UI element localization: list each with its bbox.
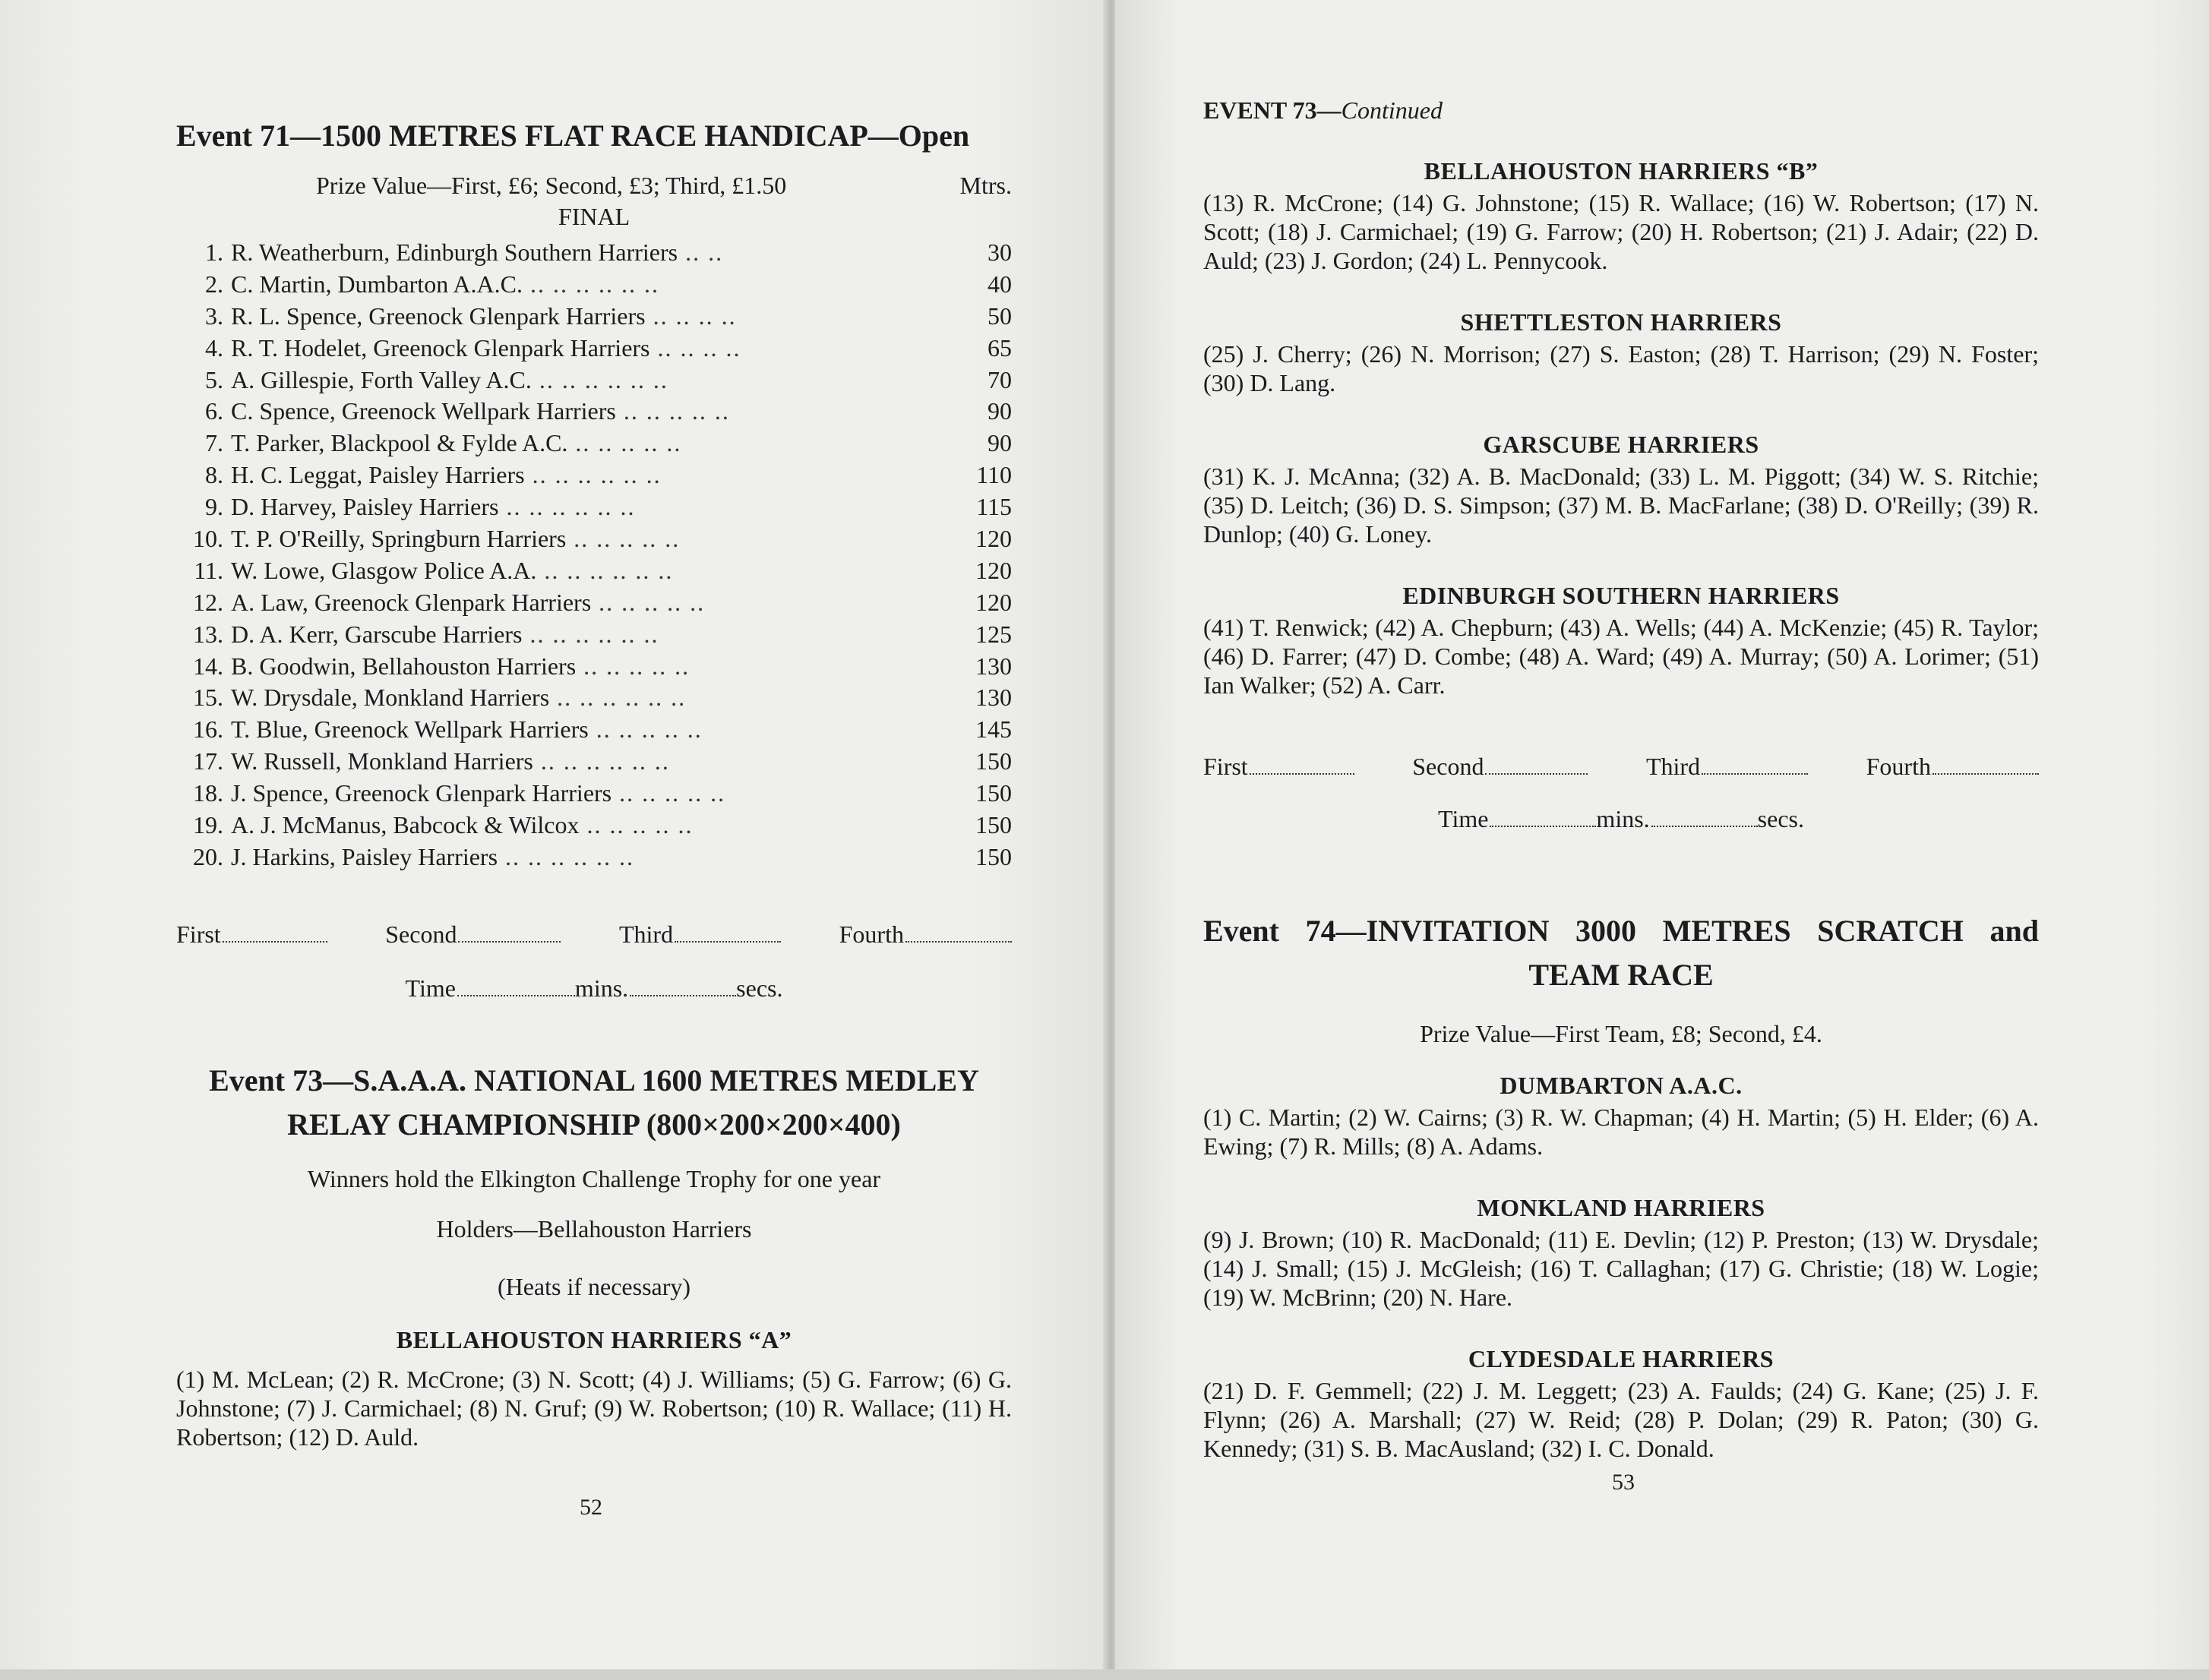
entry-number: 14.: [193, 652, 223, 680]
list-item: [176, 461, 1012, 493]
final-label: FINAL: [558, 203, 630, 230]
event71-placings: [176, 921, 1012, 949]
entry-metres: 65: [988, 333, 1012, 362]
entry-metres: 30: [988, 238, 1012, 266]
second-label: Second: [385, 920, 457, 948]
entry-metres: 120: [975, 588, 1012, 616]
list-item: [176, 366, 1012, 398]
event71-results-list: [176, 238, 1012, 875]
third-place-slot: [619, 921, 781, 949]
entry-number: 4.: [205, 333, 223, 362]
fourth-place-slot: [1866, 753, 2039, 781]
team-block: [1203, 1072, 2039, 1161]
entry-metres: 145: [975, 715, 1012, 744]
event73-heats: (Heats if necessary): [497, 1272, 691, 1300]
entry-metres: 115: [976, 493, 1012, 521]
team-roster: (31) K. J. McAnna; (32) A. B. MacDonald; (33) L. M. Piggott; (34) W. S. Ritchie; (35) D. Leitch; (36) D. S. Simpson; (37) M. B. MacFarlane; (38) D. O'Reilly; (39) R. Dunlop; (40) G. Loney.: [1203, 463, 2039, 548]
event73-time-line: [1203, 805, 2039, 833]
entry-number: 16.: [193, 715, 223, 744]
entry-name: C. Martin, Dumbarton A.A.C.: [231, 270, 523, 298]
team-roster: (9) J. Brown; (10) R. MacDonald; (11) E. Devlin; (12) P. Preston; (13) W. Drysdale; (14) J. Small; (15) J. McGleish; (16) T. Callaghan; (17) G. Christie; (18) W. Logie; (19) W. McBrinn; (20) N. Hare.: [1203, 1226, 2039, 1311]
team-roster: (13) R. McCrone; (14) G. Johnstone; (15) R. Wallace; (16) W. Robertson; (17) N. Scott; (18) J. Carmichael; (19) G. Farrow; (20) H. Robertson; (21) J. Adair; (22) D. Auld; (23) J. Gordon; (24) L. Pennycook.: [1203, 189, 2039, 274]
entry-number: 10.: [193, 525, 223, 553]
fourth-place-slot: [839, 921, 1012, 949]
continued-label-italic: Continued: [1341, 96, 1443, 124]
entry-number: 12.: [193, 588, 223, 616]
entry-metres: 130: [975, 684, 1012, 712]
list-item: [176, 843, 1012, 875]
secs-label: secs.: [1757, 805, 1804, 832]
entry-leader-dots: .. .. .. .. ..: [575, 429, 682, 457]
list-item: [176, 525, 1012, 557]
entry-number: 8.: [205, 461, 223, 489]
entry-leader-dots: .. .. .. .. .. ..: [529, 270, 659, 298]
second-blank: [458, 940, 561, 943]
list-item: [176, 715, 1012, 747]
third-place-slot: [1646, 753, 1808, 781]
entry-name: W. Lowe, Glasgow Police A.A.: [231, 556, 537, 584]
event73-placings: [1203, 753, 2039, 781]
entry-number: 19.: [193, 811, 223, 839]
list-item: [176, 302, 1012, 334]
entry-leader-dots: .. .. .. .. .. ..: [532, 461, 662, 489]
fourth-label: Fourth: [839, 920, 904, 948]
entry-name: D. Harvey, Paisley Harriers: [231, 493, 499, 521]
second-place-slot: [1412, 753, 1588, 781]
team-name: BELLAHOUSTON HARRIERS “B”: [1424, 157, 1819, 185]
mtrs-label: Mtrs.: [959, 172, 1012, 199]
entry-leader-dots: .. .. .. ..: [653, 302, 737, 330]
entry-number: 13.: [193, 620, 223, 648]
first-label: First: [176, 920, 221, 948]
entry-leader-dots: .. .. .. .. .. ..: [557, 684, 687, 712]
time-secs-blank: [630, 994, 736, 996]
entry-number: 1.: [205, 238, 223, 266]
entry-name: R. Weatherburn, Edinburgh Southern Harriers: [231, 238, 678, 266]
event71-heading: Event 71—1500 METRES FLAT RACE HANDICAP—Open: [176, 118, 970, 153]
entry-leader-dots: .. .. .. .. .. ..: [506, 493, 636, 521]
event73-heading-line1: Event 73—S.A.A.A. NATIONAL 1600 METRES MEDLEY: [209, 1063, 979, 1097]
team-roster: (1) M. McLean; (2) R. McCrone; (3) N. Scott; (4) J. Williams; (5) G. Farrow; (6) G. Johnstone; (7) J. Carmichael; (8) N. Gruf; (9) W. Robertson; (10) R. Wallace; (11) H. Robertson; (12) D. Auld.: [176, 1365, 1012, 1451]
team-name: BELLAHOUSTON HARRIERS “A”: [396, 1325, 792, 1353]
entry-leader-dots: .. .. .. ..: [657, 333, 741, 362]
second-label: Second: [1412, 753, 1484, 780]
fourth-label: Fourth: [1866, 753, 1931, 780]
entry-name: W. Drysdale, Monkland Harriers: [231, 684, 550, 712]
secs-label: secs.: [736, 974, 783, 1002]
continued-label: [1203, 95, 1443, 125]
list-item: [176, 238, 1012, 270]
entry-metres: 40: [988, 270, 1012, 298]
list-item: [176, 747, 1012, 779]
entry-leader-dots: .. .. .. .. ..: [583, 652, 691, 680]
entry-name: B. Goodwin, Bellahouston Harriers: [231, 652, 577, 680]
entry-number: 3.: [205, 302, 223, 330]
entry-metres: 150: [975, 747, 1012, 775]
entry-leader-dots: .. .. .. .. ..: [586, 811, 694, 839]
continued-label-event: EVENT 73—: [1203, 96, 1342, 124]
entry-number: 7.: [205, 429, 223, 457]
entry-metres: 150: [975, 811, 1012, 839]
team-block: [1203, 1345, 2039, 1463]
list-item: [176, 652, 1012, 684]
list-item: [176, 334, 1012, 366]
entry-number: 9.: [205, 493, 223, 521]
event73-heading-line2: RELAY CHAMPIONSHIP (800×200×200×400): [287, 1107, 901, 1142]
third-blank: [1702, 772, 1808, 775]
entry-leader-dots: .. .. .. .. .. ..: [540, 747, 670, 775]
time-mins-blank: [457, 994, 575, 996]
entry-name: J. Harkins, Paisley Harriers: [231, 842, 498, 870]
team-block: [1203, 582, 2039, 699]
first-blank: [223, 940, 327, 943]
entry-name: A. J. McManus, Babcock & Wilcox: [231, 811, 580, 839]
entry-number: 20.: [193, 842, 223, 870]
team-roster: (25) J. Cherry; (26) N. Morrison; (27) S. Easton; (28) T. Harrison; (29) N. Foster; (30) D. Lang.: [1203, 340, 2039, 396]
second-blank: [1485, 772, 1588, 775]
first-label: First: [1203, 753, 1248, 780]
entry-name: D. A. Kerr, Garscube Harriers: [231, 620, 523, 648]
team-name: GARSCUBE HARRIERS: [1483, 431, 1759, 458]
event74-heading-line1: Event 74—INVITATION 3000 METRES SCRATCH and: [1203, 914, 2039, 948]
entry-number: 2.: [205, 270, 223, 298]
entry-metres: 110: [976, 461, 1012, 489]
entry-leader-dots: .. .. .. .. .. ..: [529, 620, 659, 648]
team-block: [1203, 157, 2039, 275]
entry-name: H. C. Leggat, Paisley Harriers: [231, 461, 525, 489]
third-label: Third: [1645, 753, 1701, 780]
entry-name: A. Law, Greenock Glenpark Harriers: [231, 588, 592, 616]
page-number-left: 52: [580, 1495, 602, 1520]
team-name: EDINBURGH SOUTHERN HARRIERS: [1402, 582, 1840, 609]
time-mins-blank: [1490, 825, 1596, 827]
entry-metres: 50: [988, 302, 1012, 330]
time-label: Time: [405, 974, 456, 1002]
entry-leader-dots: .. .. .. .. .. ..: [505, 842, 635, 870]
fourth-blank: [1932, 772, 2039, 775]
time-secs-blank: [1651, 825, 1758, 827]
entry-metres: 70: [988, 365, 1012, 393]
entry-number: 18.: [193, 779, 223, 807]
entry-name: T. Blue, Greenock Wellpark Harriers: [231, 715, 589, 744]
entry-leader-dots: .. .. .. .. ..: [574, 525, 681, 553]
entry-metres: 150: [975, 842, 1012, 870]
first-place-slot: [1203, 753, 1354, 781]
list-item: [176, 621, 1012, 652]
event73-continued-teams: [1203, 157, 2039, 1463]
list-item: [176, 557, 1012, 589]
entry-metres: 120: [975, 556, 1012, 584]
entry-number: 5.: [205, 365, 223, 393]
left-page-content: [176, 114, 1012, 1451]
table-edge: [0, 1669, 2209, 1680]
third-label: Third: [618, 920, 674, 948]
list-item: [176, 684, 1012, 715]
entry-leader-dots: .. .. .. .. ..: [623, 397, 730, 425]
right-page: [1115, 0, 2209, 1680]
entry-name: R. T. Hodelet, Greenock Glenpark Harriers: [231, 333, 650, 362]
event74-heading-line2: TEAM RACE: [1528, 958, 1714, 992]
entry-leader-dots: .. .. .. .. .. ..: [544, 556, 674, 584]
list-item: [176, 811, 1012, 843]
team-roster: (41) T. Renwick; (42) A. Chepburn; (43) A. Wells; (44) A. McKenzie; (45) R. Taylor; (46) D. Farrer; (47) D. Combe; (48) A. Ward; (49) A. Murray; (50) A. Lorimer; (51) Ian Walker; (52) A. Carr.: [1203, 614, 2039, 699]
list-item: [176, 429, 1012, 461]
entry-leader-dots: .. ..: [685, 238, 724, 266]
team-block: [1203, 308, 2039, 397]
entry-name: A. Gillespie, Forth Valley A.C.: [231, 365, 532, 393]
team-name: MONKLAND HARRIERS: [1477, 1194, 1765, 1221]
entry-metres: 130: [975, 652, 1012, 680]
list-item: [176, 270, 1012, 302]
entry-metres: 120: [975, 525, 1012, 553]
entry-name: W. Russell, Monkland Harriers: [231, 747, 533, 775]
entry-leader-dots: .. .. .. .. .. ..: [539, 365, 668, 393]
first-place-slot: [176, 921, 327, 949]
time-label: Time: [1438, 805, 1489, 832]
entry-number: 15.: [193, 684, 223, 712]
entry-number: 11.: [194, 556, 223, 584]
first-blank: [1250, 772, 1354, 775]
event71-prize-row: [176, 172, 1012, 200]
event73-heading: [176, 1059, 1012, 1147]
event73-trophy: Winners hold the Elkington Challenge Trophy for one year: [307, 1164, 881, 1192]
entry-name: J. Spence, Greenock Glenpark Harriers: [231, 779, 612, 807]
list-item: [176, 397, 1012, 429]
entry-leader-dots: .. .. .. .. ..: [596, 715, 703, 744]
entry-metres: 90: [988, 397, 1012, 425]
team-roster: (21) D. F. Gemmell; (22) J. M. Leggett; (23) A. Faulds; (24) G. Kane; (25) J. F. Flynn; (26) A. Marshall; (27) W. Reid; (28) P. Dolan; (29) R. Paton; (30) G. Kennedy; (31) S. B. MacAusland; (32) I. C. Donald.: [1203, 1377, 2039, 1462]
entry-leader-dots: .. .. .. .. ..: [599, 588, 706, 616]
third-blank: [675, 940, 781, 943]
entry-name: T. P. O'Reilly, Springburn Harriers: [231, 525, 567, 553]
team-name: CLYDESDALE HARRIERS: [1468, 1345, 1774, 1372]
entry-number: 6.: [205, 397, 223, 425]
entry-name: C. Spence, Greenock Wellpark Harriers: [231, 397, 616, 425]
list-item: [176, 589, 1012, 621]
event73-holders: Holders—Bellahouston Harriers: [436, 1214, 752, 1243]
entry-metres: 125: [975, 620, 1012, 648]
entry-metres: 90: [988, 429, 1012, 457]
mins-label: mins.: [574, 974, 629, 1002]
mins-label: mins.: [1596, 805, 1650, 832]
fourth-blank: [905, 940, 1012, 943]
entry-name: R. L. Spence, Greenock Glenpark Harriers: [231, 302, 646, 330]
event71-time-line: [176, 974, 1012, 1003]
team-name: SHETTLESTON HARRIERS: [1460, 308, 1782, 336]
team-roster: (1) C. Martin; (2) W. Cairns; (3) R. W. Chapman; (4) H. Martin; (5) H. Elder; (6) A. Ewing; (7) R. Mills; (8) A. Adams.: [1203, 1104, 2039, 1160]
list-item: [176, 493, 1012, 525]
event71-prize: Prize Value—First, £6; Second, £3; Third, £1.50: [316, 172, 787, 199]
entry-leader-dots: .. .. .. .. ..: [619, 779, 726, 807]
entry-metres: 150: [975, 779, 1012, 807]
event74-prize: Prize Value—First Team, £8; Second, £4.: [1420, 1020, 1822, 1047]
team-block: [1203, 431, 2039, 548]
list-item: [176, 779, 1012, 811]
entry-name: T. Parker, Blackpool & Fylde A.C.: [231, 429, 568, 457]
team-block: [1203, 1194, 2039, 1312]
page-number-right: 53: [1612, 1470, 1635, 1495]
second-place-slot: [385, 921, 561, 949]
team-name: DUMBARTON A.A.C.: [1500, 1072, 1743, 1099]
entry-number: 17.: [193, 747, 223, 775]
